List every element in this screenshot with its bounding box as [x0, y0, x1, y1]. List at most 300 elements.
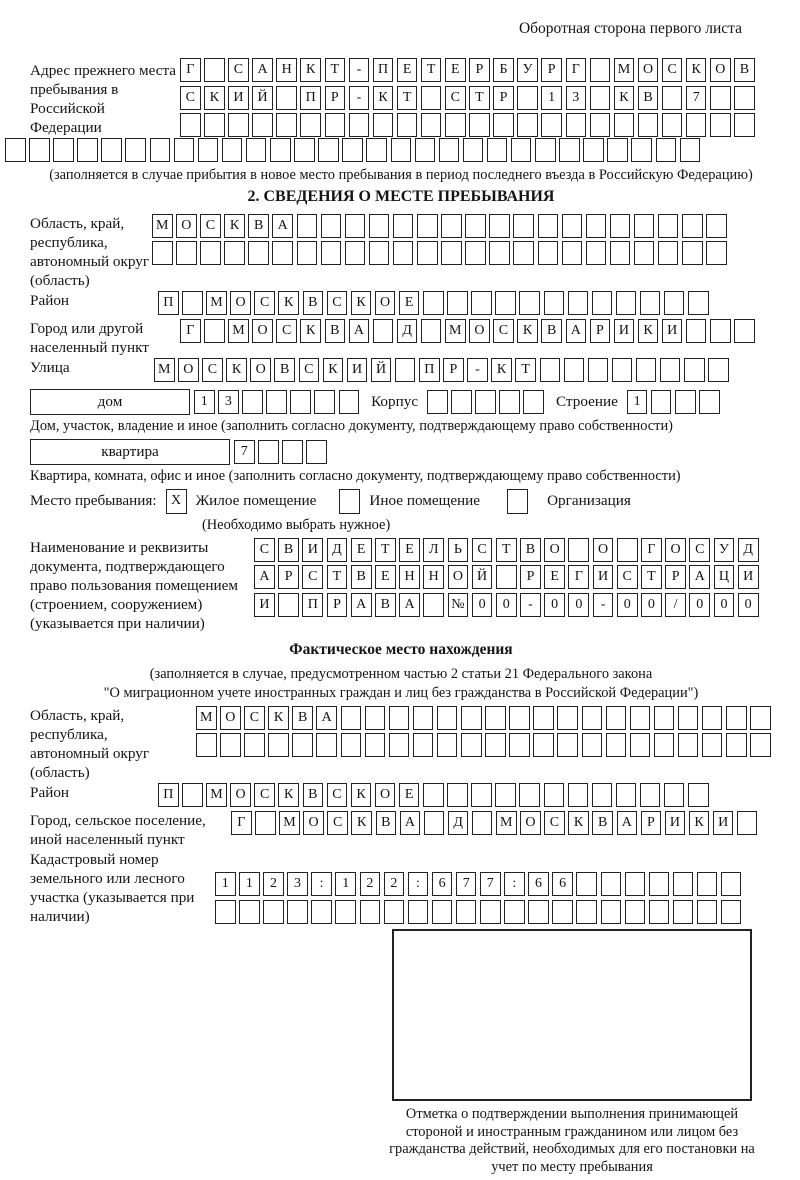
- char-box[interactable]: 7: [234, 440, 255, 464]
- char-box[interactable]: [708, 358, 729, 382]
- char-box[interactable]: [588, 358, 609, 382]
- char-box[interactable]: [489, 214, 510, 238]
- char-box[interactable]: В: [248, 214, 269, 238]
- char-box[interactable]: [469, 113, 490, 137]
- char-box[interactable]: 3: [566, 86, 587, 110]
- char-box[interactable]: О: [252, 319, 273, 343]
- char-box[interactable]: О: [469, 319, 490, 343]
- char-box[interactable]: 0: [496, 593, 517, 617]
- char-box[interactable]: Е: [445, 58, 466, 82]
- char-box[interactable]: [360, 900, 381, 924]
- char-box[interactable]: [152, 241, 173, 265]
- char-box[interactable]: [617, 538, 638, 562]
- char-box[interactable]: [706, 214, 727, 238]
- char-box[interactable]: Е: [399, 291, 420, 315]
- char-box[interactable]: [631, 138, 652, 162]
- char-box[interactable]: [439, 138, 460, 162]
- char-box[interactable]: [590, 113, 611, 137]
- char-box[interactable]: Н: [423, 565, 444, 589]
- char-box[interactable]: [638, 113, 659, 137]
- char-box[interactable]: 0: [738, 593, 759, 617]
- char-box[interactable]: [441, 214, 462, 238]
- char-box[interactable]: К: [638, 319, 659, 343]
- char-box[interactable]: [415, 138, 436, 162]
- char-box[interactable]: М: [152, 214, 173, 238]
- char-box[interactable]: [475, 390, 496, 414]
- char-box[interactable]: С: [299, 358, 320, 382]
- char-box[interactable]: К: [278, 783, 299, 807]
- char-box[interactable]: [686, 113, 707, 137]
- char-box[interactable]: К: [204, 86, 225, 110]
- char-box[interactable]: [306, 440, 327, 464]
- char-box[interactable]: :: [311, 872, 332, 896]
- char-box[interactable]: [263, 900, 284, 924]
- char-box[interactable]: О: [520, 811, 541, 835]
- char-box[interactable]: И: [662, 319, 683, 343]
- char-box[interactable]: И: [228, 86, 249, 110]
- char-box[interactable]: Н: [276, 58, 297, 82]
- char-box[interactable]: [287, 900, 308, 924]
- char-box[interactable]: [373, 113, 394, 137]
- char-box[interactable]: А: [400, 811, 421, 835]
- char-box[interactable]: Й: [472, 565, 493, 589]
- char-box[interactable]: [345, 214, 366, 238]
- char-box[interactable]: [248, 241, 269, 265]
- char-box[interactable]: [395, 358, 416, 382]
- char-box[interactable]: [268, 733, 289, 757]
- char-box[interactable]: Е: [399, 783, 420, 807]
- char-box[interactable]: 1: [541, 86, 562, 110]
- char-box[interactable]: [576, 900, 597, 924]
- char-box[interactable]: [697, 900, 718, 924]
- char-box[interactable]: А: [617, 811, 638, 835]
- char-box[interactable]: [437, 733, 458, 757]
- char-box[interactable]: [77, 138, 98, 162]
- char-box[interactable]: [341, 733, 362, 757]
- char-box[interactable]: [495, 783, 516, 807]
- char-box[interactable]: [413, 733, 434, 757]
- char-box[interactable]: 2: [263, 872, 284, 896]
- char-box[interactable]: Р: [327, 593, 348, 617]
- char-box[interactable]: Р: [469, 58, 490, 82]
- char-box[interactable]: [239, 900, 260, 924]
- char-box[interactable]: С: [544, 811, 565, 835]
- char-box[interactable]: М: [279, 811, 300, 835]
- char-box[interactable]: [465, 214, 486, 238]
- char-box[interactable]: [625, 872, 646, 896]
- char-box[interactable]: [339, 390, 360, 414]
- char-box[interactable]: [441, 241, 462, 265]
- char-box[interactable]: [649, 900, 670, 924]
- char-box[interactable]: Б: [493, 58, 514, 82]
- char-box[interactable]: [699, 390, 720, 414]
- char-box[interactable]: [662, 113, 683, 137]
- char-box[interactable]: С: [662, 58, 683, 82]
- char-box[interactable]: Н: [399, 565, 420, 589]
- char-box[interactable]: 0: [641, 593, 662, 617]
- char-box[interactable]: Е: [375, 565, 396, 589]
- char-box[interactable]: 0: [544, 593, 565, 617]
- char-box[interactable]: [252, 113, 273, 137]
- char-box[interactable]: К: [300, 319, 321, 343]
- char-box[interactable]: 0: [472, 593, 493, 617]
- char-box[interactable]: [471, 291, 492, 315]
- char-box[interactable]: [417, 241, 438, 265]
- char-box[interactable]: [688, 291, 709, 315]
- char-box[interactable]: [228, 113, 249, 137]
- char-box[interactable]: У: [517, 58, 538, 82]
- char-box[interactable]: О: [230, 291, 251, 315]
- char-box[interactable]: [341, 706, 362, 730]
- char-box[interactable]: [706, 241, 727, 265]
- char-box[interactable]: [616, 291, 637, 315]
- char-box[interactable]: -: [467, 358, 488, 382]
- char-box[interactable]: [610, 214, 631, 238]
- char-box[interactable]: [601, 900, 622, 924]
- char-box[interactable]: В: [325, 319, 346, 343]
- char-box[interactable]: Г: [180, 319, 201, 343]
- char-box[interactable]: [630, 733, 651, 757]
- char-box[interactable]: [726, 733, 747, 757]
- char-box[interactable]: И: [665, 811, 686, 835]
- char-box[interactable]: С: [200, 214, 221, 238]
- char-box[interactable]: Д: [738, 538, 759, 562]
- char-box[interactable]: [246, 138, 267, 162]
- char-box[interactable]: [590, 86, 611, 110]
- char-box[interactable]: Й: [252, 86, 273, 110]
- char-box[interactable]: [311, 900, 332, 924]
- char-box[interactable]: [538, 241, 559, 265]
- char-box[interactable]: [461, 733, 482, 757]
- char-box[interactable]: М: [445, 319, 466, 343]
- char-box[interactable]: [369, 241, 390, 265]
- char-box[interactable]: О: [710, 58, 731, 82]
- char-box[interactable]: -: [593, 593, 614, 617]
- char-box[interactable]: Ь: [448, 538, 469, 562]
- char-box[interactable]: М: [196, 706, 217, 730]
- char-box[interactable]: П: [302, 593, 323, 617]
- char-box[interactable]: [656, 138, 677, 162]
- char-box[interactable]: [634, 214, 655, 238]
- char-box[interactable]: Д: [448, 811, 469, 835]
- char-box[interactable]: 7: [480, 872, 501, 896]
- char-box[interactable]: О: [544, 538, 565, 562]
- char-box[interactable]: 0: [617, 593, 638, 617]
- char-box[interactable]: А: [689, 565, 710, 589]
- char-box[interactable]: [272, 241, 293, 265]
- char-box[interactable]: [424, 811, 445, 835]
- char-box[interactable]: [495, 291, 516, 315]
- char-box[interactable]: [664, 291, 685, 315]
- char-box[interactable]: [664, 783, 685, 807]
- char-box[interactable]: [504, 900, 525, 924]
- char-box[interactable]: :: [504, 872, 525, 896]
- char-box[interactable]: К: [689, 811, 710, 835]
- char-box[interactable]: [734, 113, 755, 137]
- char-box[interactable]: [423, 783, 444, 807]
- char-box[interactable]: О: [448, 565, 469, 589]
- char-box[interactable]: [721, 872, 742, 896]
- char-box[interactable]: [447, 783, 468, 807]
- char-box[interactable]: В: [351, 565, 372, 589]
- char-box[interactable]: В: [541, 319, 562, 343]
- char-box[interactable]: Г: [180, 58, 201, 82]
- char-box[interactable]: [244, 733, 265, 757]
- char-box[interactable]: У: [714, 538, 735, 562]
- char-box[interactable]: [538, 214, 559, 238]
- char-box[interactable]: [592, 291, 613, 315]
- char-box[interactable]: [393, 214, 414, 238]
- char-box[interactable]: [445, 113, 466, 137]
- char-box[interactable]: [182, 291, 203, 315]
- char-box[interactable]: С: [254, 783, 275, 807]
- char-box[interactable]: [417, 214, 438, 238]
- char-box[interactable]: [606, 706, 627, 730]
- char-box[interactable]: Д: [327, 538, 348, 562]
- char-box[interactable]: В: [734, 58, 755, 82]
- char-box[interactable]: [511, 138, 532, 162]
- char-box[interactable]: Й: [371, 358, 392, 382]
- char-box[interactable]: М: [206, 291, 227, 315]
- char-box[interactable]: [421, 113, 442, 137]
- char-box[interactable]: В: [303, 783, 324, 807]
- char-box[interactable]: [601, 872, 622, 896]
- char-box[interactable]: И: [713, 811, 734, 835]
- char-box[interactable]: [432, 900, 453, 924]
- char-box[interactable]: Р: [493, 86, 514, 110]
- char-box[interactable]: [290, 390, 311, 414]
- char-box[interactable]: [636, 358, 657, 382]
- char-box[interactable]: [101, 138, 122, 162]
- char-box[interactable]: Г: [566, 58, 587, 82]
- char-box[interactable]: С: [302, 565, 323, 589]
- char-box[interactable]: [540, 358, 561, 382]
- char-box[interactable]: В: [303, 291, 324, 315]
- char-box[interactable]: [294, 138, 315, 162]
- char-box[interactable]: В: [376, 811, 397, 835]
- char-box[interactable]: [710, 319, 731, 343]
- char-box[interactable]: О: [250, 358, 271, 382]
- char-box[interactable]: 1: [627, 390, 648, 414]
- char-box[interactable]: [568, 291, 589, 315]
- char-box[interactable]: [200, 241, 221, 265]
- char-box[interactable]: Т: [325, 58, 346, 82]
- char-box[interactable]: О: [303, 811, 324, 835]
- char-box[interactable]: [750, 733, 771, 757]
- char-box[interactable]: И: [593, 565, 614, 589]
- char-box[interactable]: [384, 900, 405, 924]
- char-box[interactable]: [590, 58, 611, 82]
- char-box[interactable]: [321, 241, 342, 265]
- char-box[interactable]: [710, 86, 731, 110]
- char-box[interactable]: [335, 900, 356, 924]
- char-box[interactable]: [276, 86, 297, 110]
- stay-checkbox-other-premises[interactable]: [339, 489, 360, 514]
- char-box[interactable]: [562, 214, 583, 238]
- char-box[interactable]: [180, 113, 201, 137]
- char-box[interactable]: В: [292, 706, 313, 730]
- char-box[interactable]: [499, 390, 520, 414]
- char-box[interactable]: [349, 113, 370, 137]
- char-box[interactable]: С: [254, 291, 275, 315]
- char-box[interactable]: [461, 706, 482, 730]
- char-box[interactable]: К: [351, 291, 372, 315]
- char-box[interactable]: [292, 733, 313, 757]
- char-box[interactable]: Е: [351, 538, 372, 562]
- char-box[interactable]: [634, 241, 655, 265]
- char-box[interactable]: К: [491, 358, 512, 382]
- char-box[interactable]: [150, 138, 171, 162]
- char-box[interactable]: [196, 733, 217, 757]
- char-box[interactable]: [552, 900, 573, 924]
- char-box[interactable]: [413, 706, 434, 730]
- char-box[interactable]: [182, 783, 203, 807]
- char-box[interactable]: Р: [443, 358, 464, 382]
- char-box[interactable]: [258, 440, 279, 464]
- char-box[interactable]: [582, 706, 603, 730]
- char-box[interactable]: 7: [686, 86, 707, 110]
- char-box[interactable]: А: [252, 58, 273, 82]
- char-box[interactable]: [437, 706, 458, 730]
- stay-checkbox-organization[interactable]: [507, 489, 528, 514]
- char-box[interactable]: С: [276, 319, 297, 343]
- char-box[interactable]: [662, 86, 683, 110]
- char-box[interactable]: К: [373, 86, 394, 110]
- char-box[interactable]: [325, 113, 346, 137]
- char-box[interactable]: [393, 241, 414, 265]
- char-box[interactable]: [509, 706, 530, 730]
- char-box[interactable]: [686, 319, 707, 343]
- char-box[interactable]: [204, 113, 225, 137]
- char-box[interactable]: О: [375, 291, 396, 315]
- char-box[interactable]: Л: [423, 538, 444, 562]
- char-box[interactable]: П: [300, 86, 321, 110]
- char-box[interactable]: Т: [327, 565, 348, 589]
- char-box[interactable]: И: [347, 358, 368, 382]
- char-box[interactable]: [682, 214, 703, 238]
- char-box[interactable]: О: [220, 706, 241, 730]
- char-box[interactable]: Р: [665, 565, 686, 589]
- char-box[interactable]: [513, 214, 534, 238]
- char-box[interactable]: [688, 783, 709, 807]
- char-box[interactable]: Т: [375, 538, 396, 562]
- char-box[interactable]: [564, 358, 585, 382]
- char-box[interactable]: [5, 138, 26, 162]
- char-box[interactable]: [242, 390, 263, 414]
- char-box[interactable]: Т: [421, 58, 442, 82]
- char-box[interactable]: В: [274, 358, 295, 382]
- char-box[interactable]: [215, 900, 236, 924]
- char-box[interactable]: [365, 706, 386, 730]
- char-box[interactable]: М: [496, 811, 517, 835]
- char-box[interactable]: Е: [544, 565, 565, 589]
- char-box[interactable]: О: [665, 538, 686, 562]
- char-box[interactable]: [391, 138, 412, 162]
- char-box[interactable]: [125, 138, 146, 162]
- char-box[interactable]: К: [226, 358, 247, 382]
- char-box[interactable]: 3: [218, 390, 239, 414]
- stay-checkbox-residential[interactable]: [166, 489, 187, 514]
- char-box[interactable]: [557, 733, 578, 757]
- char-box[interactable]: А: [272, 214, 293, 238]
- char-box[interactable]: [389, 706, 410, 730]
- char-box[interactable]: [568, 783, 589, 807]
- char-box[interactable]: -: [349, 58, 370, 82]
- char-box[interactable]: А: [254, 565, 275, 589]
- char-box[interactable]: К: [686, 58, 707, 82]
- char-box[interactable]: И: [614, 319, 635, 343]
- char-box[interactable]: [316, 733, 337, 757]
- char-box[interactable]: Т: [397, 86, 418, 110]
- char-box[interactable]: [582, 733, 603, 757]
- char-box[interactable]: Т: [469, 86, 490, 110]
- char-box[interactable]: 3: [287, 872, 308, 896]
- char-box[interactable]: Р: [278, 565, 299, 589]
- char-box[interactable]: /: [665, 593, 686, 617]
- char-box[interactable]: 0: [689, 593, 710, 617]
- char-box[interactable]: [566, 113, 587, 137]
- char-box[interactable]: [222, 138, 243, 162]
- char-box[interactable]: 6: [432, 872, 453, 896]
- char-box[interactable]: К: [323, 358, 344, 382]
- char-box[interactable]: [509, 733, 530, 757]
- char-box[interactable]: :: [408, 872, 429, 896]
- char-box[interactable]: [517, 86, 538, 110]
- char-box[interactable]: [366, 138, 387, 162]
- char-box[interactable]: Г: [641, 538, 662, 562]
- char-box[interactable]: [654, 706, 675, 730]
- char-box[interactable]: [397, 113, 418, 137]
- char-box[interactable]: И: [254, 593, 275, 617]
- char-box[interactable]: [174, 138, 195, 162]
- char-box[interactable]: И: [302, 538, 323, 562]
- char-box[interactable]: [276, 113, 297, 137]
- char-box[interactable]: [297, 241, 318, 265]
- char-box[interactable]: А: [351, 593, 372, 617]
- char-box[interactable]: [544, 783, 565, 807]
- char-box[interactable]: П: [158, 783, 179, 807]
- char-box[interactable]: [640, 291, 661, 315]
- char-box[interactable]: [421, 319, 442, 343]
- char-box[interactable]: [29, 138, 50, 162]
- char-box[interactable]: В: [278, 538, 299, 562]
- char-box[interactable]: С: [617, 565, 638, 589]
- char-box[interactable]: [463, 138, 484, 162]
- char-box[interactable]: [204, 319, 225, 343]
- char-box[interactable]: С: [327, 811, 348, 835]
- char-box[interactable]: [625, 900, 646, 924]
- char-box[interactable]: [640, 783, 661, 807]
- char-box[interactable]: [373, 319, 394, 343]
- char-box[interactable]: 0: [714, 593, 735, 617]
- char-box[interactable]: [682, 241, 703, 265]
- char-box[interactable]: Е: [399, 538, 420, 562]
- char-box[interactable]: К: [517, 319, 538, 343]
- char-box[interactable]: Р: [641, 811, 662, 835]
- char-box[interactable]: 0: [568, 593, 589, 617]
- char-box[interactable]: -: [349, 86, 370, 110]
- char-box[interactable]: [697, 872, 718, 896]
- char-box[interactable]: [176, 241, 197, 265]
- char-box[interactable]: [721, 900, 742, 924]
- char-box[interactable]: [726, 706, 747, 730]
- char-box[interactable]: [658, 214, 679, 238]
- char-box[interactable]: [519, 291, 540, 315]
- char-box[interactable]: [456, 900, 477, 924]
- char-box[interactable]: [576, 872, 597, 896]
- char-box[interactable]: [586, 214, 607, 238]
- char-box[interactable]: П: [419, 358, 440, 382]
